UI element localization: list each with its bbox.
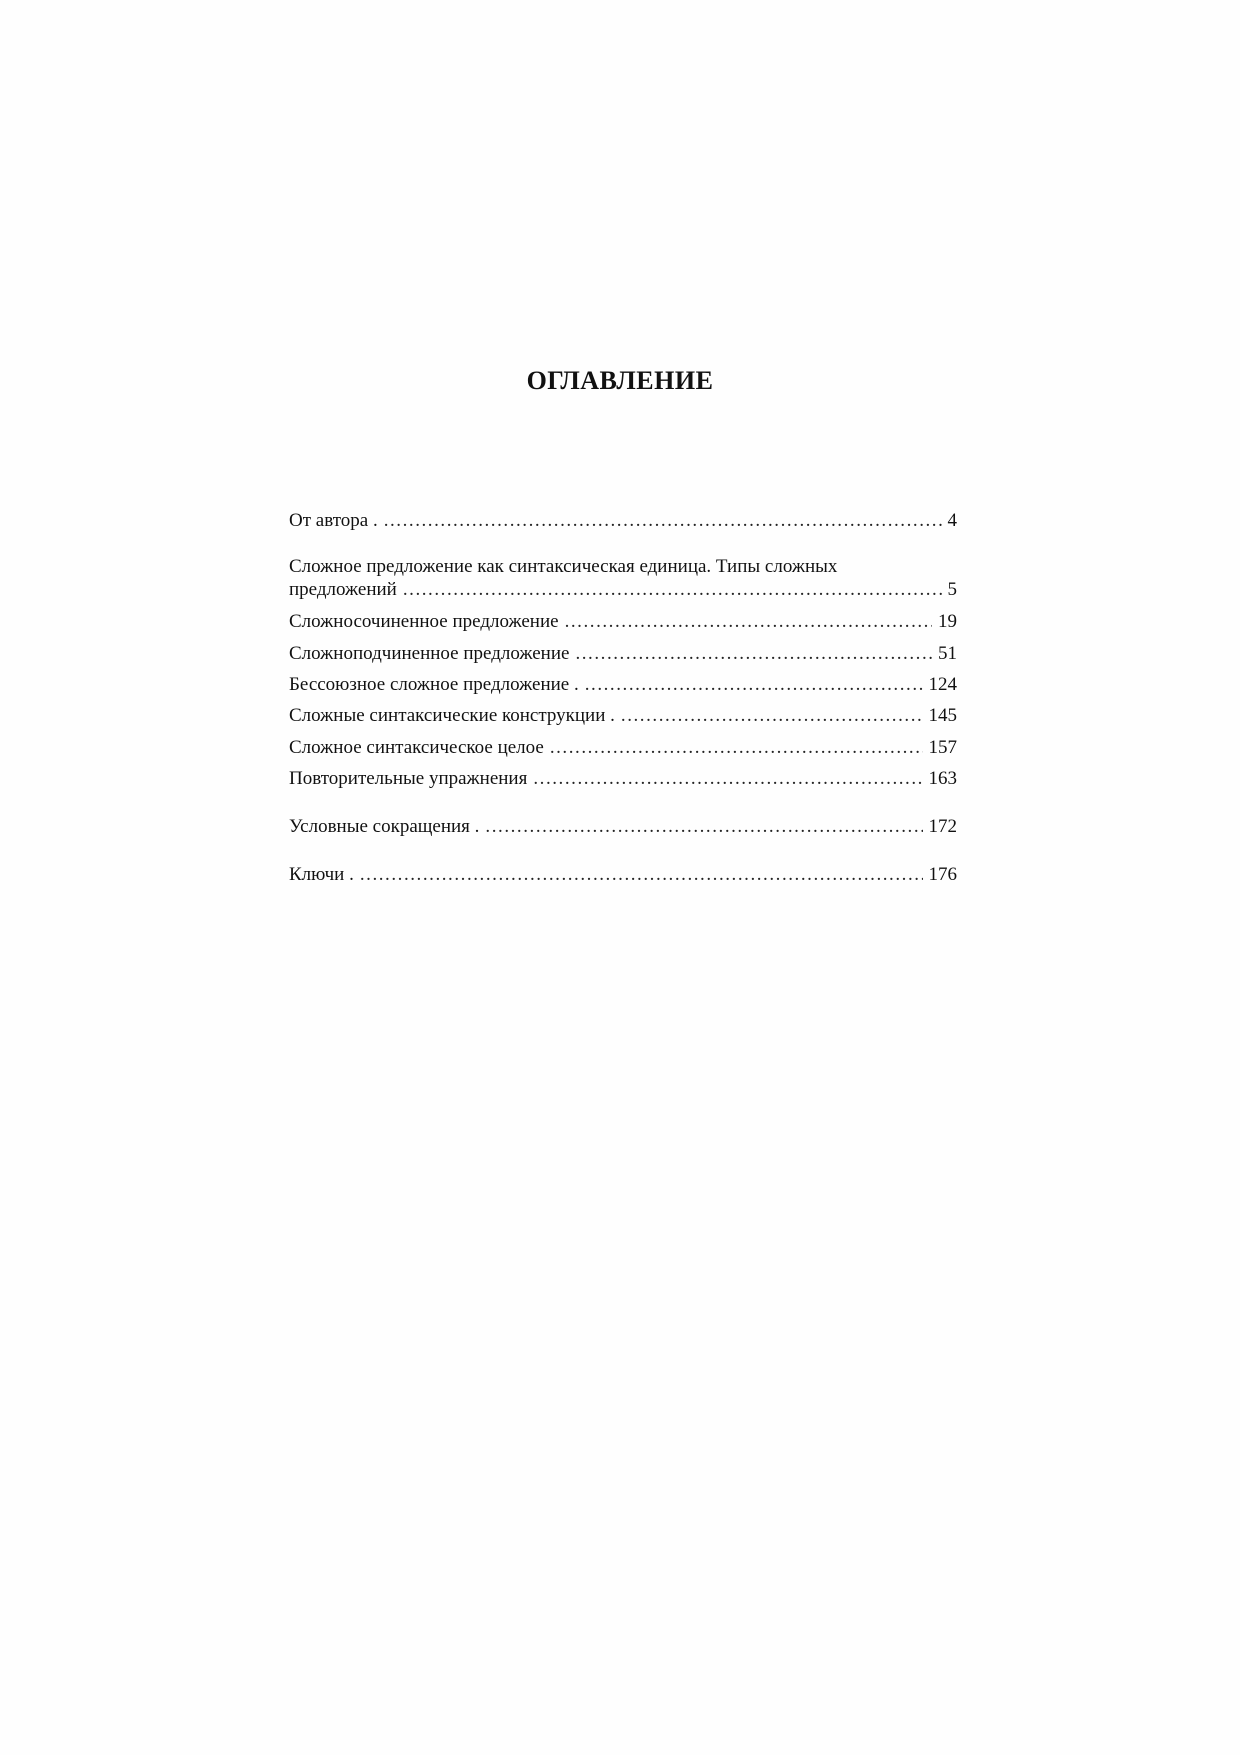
toc-entry-title: Бессоюзное сложное предложение . xyxy=(289,674,579,695)
toc-entry-slozhnosochinennoe[interactable] xyxy=(289,610,957,633)
toc-entry-slozhnopodchinennoe[interactable] xyxy=(289,642,957,665)
toc-entry-title: Сложноподчиненное предложение xyxy=(289,643,570,664)
toc-entry-title: От автора . xyxy=(289,510,378,531)
toc-page-number: 145 xyxy=(928,705,957,726)
toc-leader-dots xyxy=(360,863,923,886)
page-title: ОГЛАВЛЕНИЕ xyxy=(526,366,714,395)
toc-leader-dots xyxy=(485,815,922,838)
toc-page-number: 19 xyxy=(938,611,957,632)
toc-page-number: 157 xyxy=(928,737,957,758)
toc-leader-dots xyxy=(621,704,923,727)
toc-entry-ot-avtora[interactable] xyxy=(289,509,957,532)
toc-page-number: 176 xyxy=(928,864,957,885)
toc-leader-dots xyxy=(533,767,922,790)
toc-entry-sintaksicheskoe-tseloe[interactable] xyxy=(289,736,957,759)
toc-entry-title: Ключи . xyxy=(289,864,354,885)
toc-page-number: 163 xyxy=(928,768,957,789)
toc-entry-slozhnye-konstruktsii[interactable] xyxy=(289,704,957,727)
toc-entry-title: Условные сокращения . xyxy=(289,816,480,837)
toc-leader-dots xyxy=(384,509,942,532)
toc-entry-title: Сложное предложение как синтаксическая единица. Типы сложных xyxy=(289,556,838,577)
toc-leader-dots xyxy=(550,736,923,759)
toc-entry-title: Сложное синтаксическое целое xyxy=(289,737,544,758)
toc-page-number: 51 xyxy=(938,643,957,664)
toc-page-number: 5 xyxy=(947,579,957,600)
toc-page-number: 4 xyxy=(947,510,957,531)
toc-page-number: 124 xyxy=(928,674,957,695)
toc-entry-slozhnoe-predlozhenie[interactable] xyxy=(289,555,957,601)
toc-page-number: 172 xyxy=(928,816,957,837)
toc-entry-title: Сложные синтаксические конструкции . xyxy=(289,705,615,726)
toc-leader-dots xyxy=(585,673,923,696)
toc-entry-title: Повторительные упражнения xyxy=(289,768,528,789)
toc-entry-title-continued: предложений xyxy=(289,579,397,600)
toc-leader-dots xyxy=(575,642,932,665)
toc-entry-povtoritelnye[interactable] xyxy=(289,767,957,790)
toc-entry-klyuchi[interactable] xyxy=(289,863,957,886)
toc-entry-bessoyuznoe[interactable] xyxy=(289,673,957,696)
toc-entry-uslovnye-sokrashcheniya[interactable] xyxy=(289,815,957,838)
toc-entry-title: Сложносочиненное предложение xyxy=(289,611,559,632)
toc-leader-dots xyxy=(403,578,942,601)
toc-leader-dots xyxy=(565,610,932,633)
